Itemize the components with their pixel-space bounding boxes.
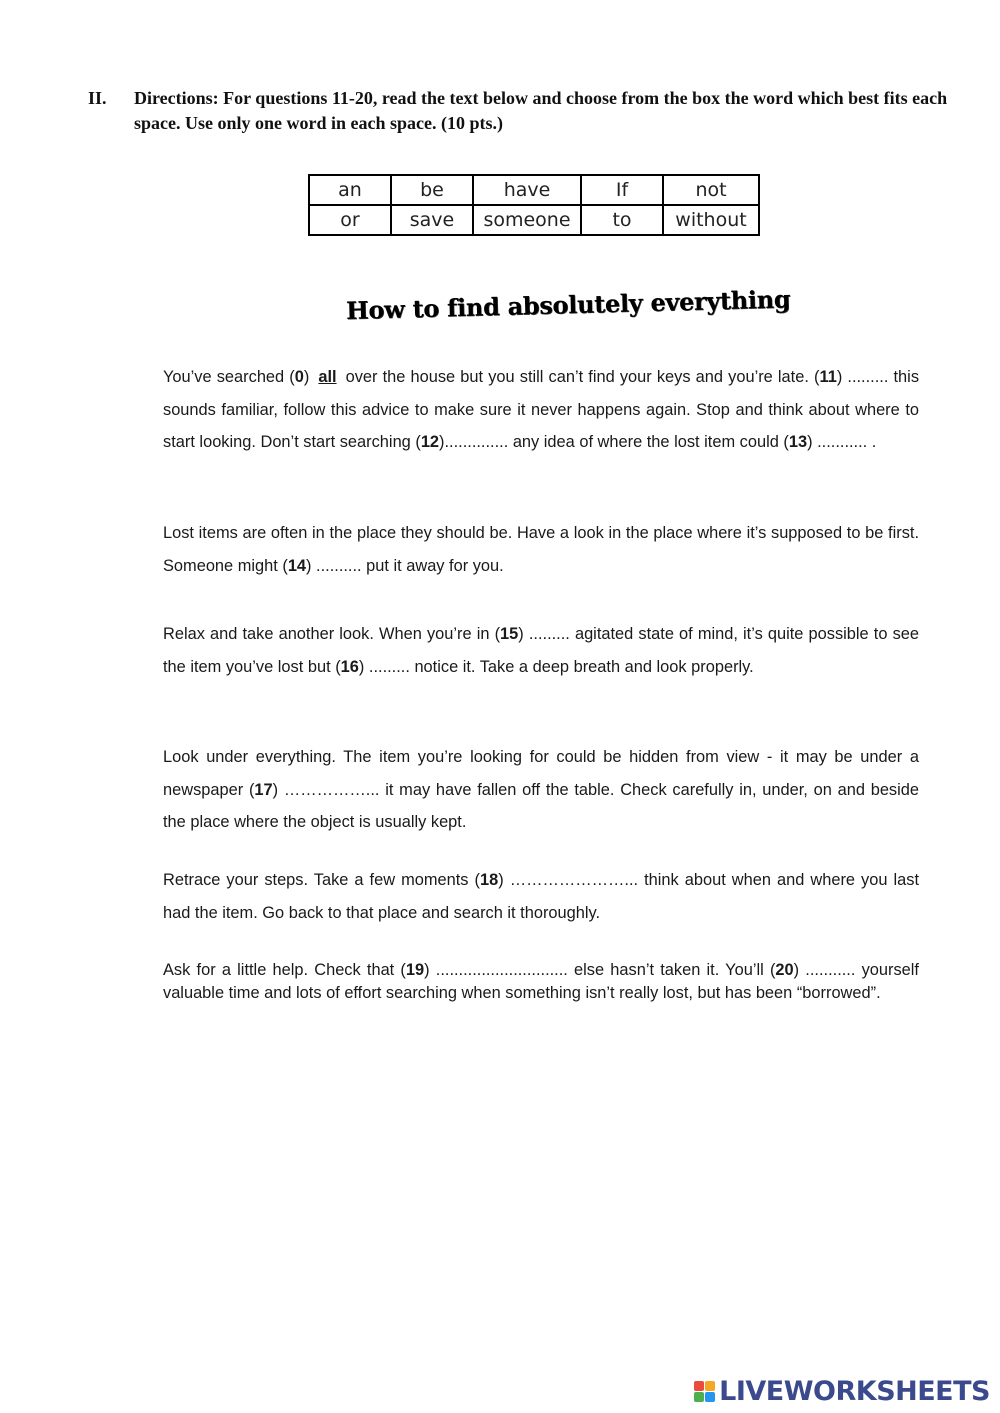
- word-box-cell: or: [309, 205, 391, 235]
- text-run: Look under everything. The item you’re looking for could be hidden from view - it may be under a newspaper (: [163, 748, 919, 799]
- word-box-cell: have: [473, 175, 581, 205]
- text-run: ).............. any idea of where the lost item could (: [439, 433, 789, 451]
- question-number: 12: [420, 433, 440, 451]
- logo-text: LIVEWORKSHEETS: [719, 1376, 990, 1407]
- paragraph-1: [163, 361, 919, 459]
- logo-square: [694, 1381, 704, 1391]
- text-run: ) ........... .: [807, 433, 877, 451]
- question-number: 17: [254, 780, 273, 799]
- logo-square: [705, 1381, 715, 1391]
- word-box-cell: an: [309, 175, 391, 205]
- text-run: ) …………………... think about when and where you last had the item. Go back to that place and search it thoroughly.: [163, 871, 919, 922]
- word-box-cell: to: [581, 205, 663, 235]
- example-answer: all: [318, 368, 337, 386]
- question-number: 13: [788, 433, 808, 451]
- paragraph-6: [163, 959, 919, 1005]
- text-run: ) ......... this sounds familiar, follow this advice to make sure it never happens again. Stop and think about where to start looking. Don’t start searching (: [163, 368, 920, 451]
- paragraph-2: [163, 517, 919, 582]
- directions: [88, 86, 948, 136]
- text-run: over the house but you still can’t find your keys and you’re late. (: [340, 368, 820, 386]
- word-box-cell: without: [663, 205, 759, 235]
- word-box: [308, 174, 760, 236]
- question-number: 19: [405, 961, 425, 979]
- word-box-cell: save: [391, 205, 473, 235]
- paragraph-3: [163, 618, 919, 683]
- question-number: 14: [287, 556, 307, 575]
- word-box-cell: If: [581, 175, 663, 205]
- text-run: ) ............................. else hasn’t taken it. You’ll (: [424, 961, 776, 979]
- passage-title: How to find absolutely everything: [345, 284, 791, 325]
- logo-square: [694, 1392, 704, 1402]
- text-run: ) ……………... it may have fallen off the table. Check carefully in, under, on and beside the place where the object is usually kept.: [163, 780, 919, 831]
- logo-square: [705, 1392, 715, 1402]
- text-run: ) ......... agitated state of mind, it’s quite possible to see the item you’ve lost but (: [163, 625, 919, 676]
- paragraph-5: [163, 864, 919, 929]
- text-run: Ask for a little help. Check that (: [163, 961, 406, 979]
- text-run: ): [303, 368, 315, 386]
- text-run: ) .......... put it away for you.: [306, 556, 504, 575]
- text-run: Lost items are often in the place they should be. Have a look in the place where it’s supposed to be first. Someone might (: [163, 524, 919, 575]
- section-number: II.: [88, 88, 107, 108]
- word-box-row: [309, 175, 759, 205]
- question-number: 20: [775, 961, 794, 979]
- question-number: 16: [340, 657, 359, 676]
- word-box-cell: someone: [473, 205, 581, 235]
- paragraph-4: [163, 741, 919, 839]
- question-number: 11: [819, 368, 837, 386]
- word-box-row: [309, 205, 759, 235]
- text-run: You’ve searched (: [163, 368, 295, 386]
- text-run: Retrace your steps. Take a few moments (: [163, 871, 480, 889]
- text-run: ) ......... notice it. Take a deep breath and look properly.: [358, 657, 754, 676]
- question-number: 15: [500, 625, 519, 643]
- word-box-cell: not: [663, 175, 759, 205]
- text-run: ) ........... yourself valuable time and lots of effort searching when something isn’t really lost, but has been “borrowed”.: [163, 961, 919, 1002]
- word-box-cell: be: [391, 175, 473, 205]
- text-run: Relax and take another look. When you’re in (: [163, 625, 501, 643]
- question-number: 0: [294, 368, 304, 386]
- question-number: 18: [479, 871, 499, 889]
- directions-text: Directions: For questions 11-20, read the text below and choose from the box the word which best fits each space. Use only one word in each space. (10 pts.): [134, 88, 948, 133]
- liveworksheets-logo: [694, 1376, 990, 1407]
- logo-mark-icon: [694, 1381, 715, 1402]
